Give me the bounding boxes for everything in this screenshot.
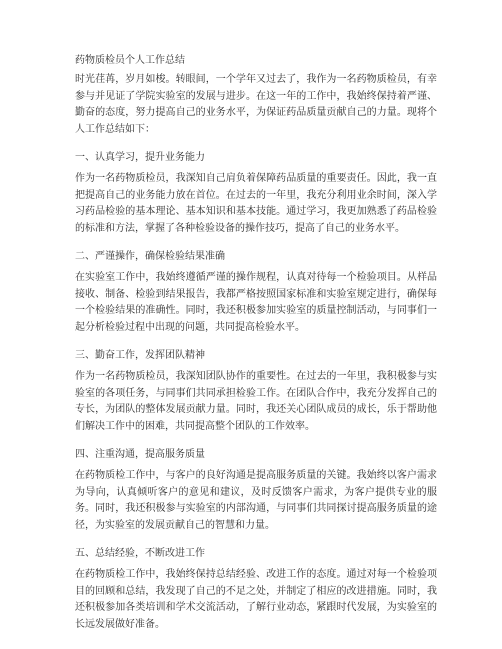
- section-3-heading: 三、勤奋工作，发挥团队精神: [75, 350, 205, 361]
- intro-paragraph: 时光荏苒，岁月如梭。转眼间，一个学年又过去了，我作为一名药物质检员，有幸参与并见证了学院实验室的发展与进步。在这一年的工作中，我始终保持着严谨、勤奋的态度，努力提高自己的业务水平，为保证药品质量贡献自己的力量。现将个人工作总结如下：: [75, 74, 437, 135]
- section-2-heading: 二、严谨操作，确保检验结果准确: [75, 251, 225, 262]
- section-2-body: 在实验室工作中，我始终遵循严谨的操作规程，认真对待每一个检验项目。从样品接收、制备、检验到结果报告，我都严格按照国家标准和实验室规定进行，确保每一个检验结果的准确性。同时，我还积极参加实验室的质量控制活动，与同事们一起分析检验过程中出现的问题，共同提高检验水平。: [75, 272, 437, 333]
- document-title: 药物质检员个人工作总结: [75, 55, 185, 66]
- section-5-heading: 五、总结经验，不断改进工作: [75, 548, 205, 559]
- document-page: [75, 53, 437, 633]
- section-5-body: 在药物质检工作中，我始终保持总结经验、改进工作的态度。通过对每一个检验项目的回顾和总结，我发现了自己的不足之处，并制定了相应的改进措施。同时，我还积极参加各类培训和学术交流活动，了解行业动态，紧跟时代发展，为实验室的长远发展做好准备。: [75, 569, 437, 630]
- section-1-body: 作为一名药物质检员，我深知自己肩负着保障药品质量的重要责任。因此，我一直把提高自己的业务能力放在首位。在过去的一年里，我充分利用业余时间，深入学习药品检验的基本理论、基本知识和基本技能。通过学习，我更加熟悉了药品检验的标准和方法，掌握了各种检验设备的操作技巧，提高了自己的业务水平。: [75, 173, 437, 234]
- section-4-body: 在药物质检工作中，与客户的良好沟通是提高服务质量的关键。我始终以客户需求为导向，认真倾听客户的意见和建议，及时反馈客户需求，为客户提供专业的服务。同时，我还积极参与实验室的内部沟通，与同事们共同探讨提高服务质量的途径，为实验室的发展贡献自己的智慧和力量。: [75, 470, 437, 531]
- section-4-heading: 四、注重沟通，提高服务质量: [75, 449, 205, 460]
- section-3-body: 作为一名药物质检员，我深知团队协作的重要性。在过去的一年里，我积极参与实验室的各项任务，与同事们共同承担检验工作。在团队合作中，我充分发挥自己的专长，为团队的整体发展贡献力量。同时，我还关心团队成员的成长，乐于帮助他们解决工作中的困难，共同提高整个团队的工作效率。: [75, 371, 437, 432]
- section-1-heading: 一、认真学习，提升业务能力: [75, 152, 205, 163]
